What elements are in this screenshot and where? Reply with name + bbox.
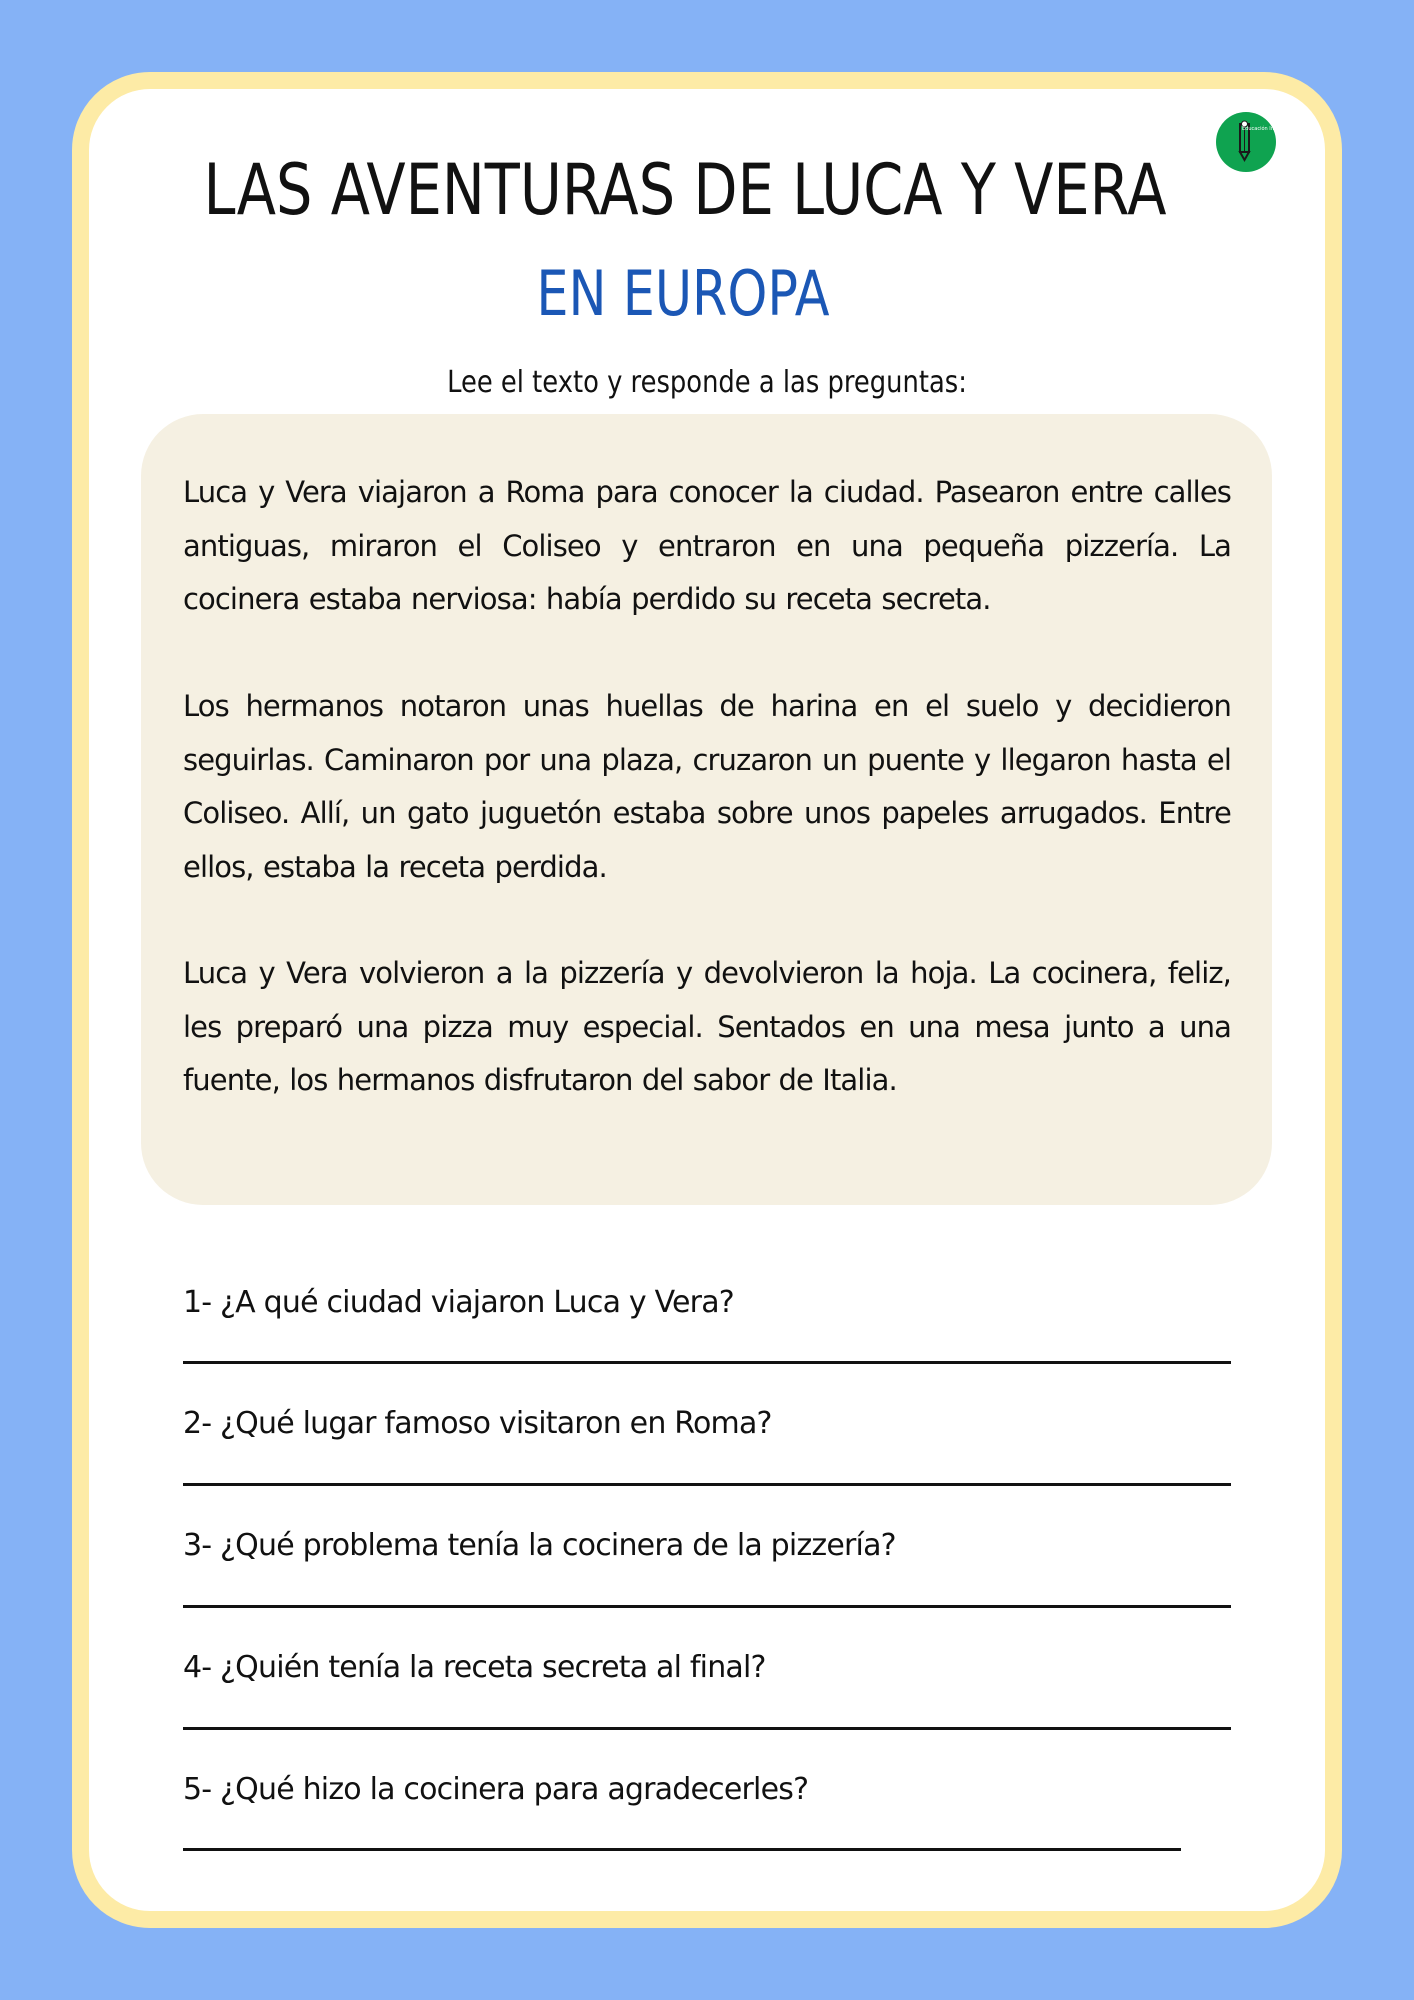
question-5: 5- ¿Qué hizo la cocinera para agradecerles? <box>183 1772 809 1807</box>
logo-text: Educación Infantil <box>1242 126 1287 132</box>
paragraph-1: Luca y Vera viajaron a Roma para conocer la ciudad. Pasearon entre calles antiguas, miraron el Coliseo y entraron en una pequeña pizzería. La cocinera estaba nerviosa: había perdido su receta secreta. <box>183 475 1231 616</box>
answer-line-5[interactable] <box>183 1848 1181 1851</box>
answer-line-1[interactable] <box>183 1361 1231 1364</box>
answer-line-2[interactable] <box>183 1483 1231 1486</box>
instruction-text: Lee el texto y responde a las preguntas: <box>447 365 967 400</box>
worksheet-subtitle: EN EUROPA <box>536 257 830 330</box>
question-4: 4- ¿Quién tenía la receta secreta al final? <box>183 1650 766 1685</box>
answer-line-3[interactable] <box>183 1605 1231 1608</box>
answer-line-4[interactable] <box>183 1727 1231 1730</box>
paragraph-3: Luca y Vera volvieron a la pizzería y devolvieron la hoja. La cocinera, feliz, les preparó una pizza muy especial. Sentados en una mesa junto a una fuente, los hermanos disfrutaron del sabor de Italia. <box>183 956 1231 1097</box>
worksheet-title: LAS AVENTURAS DE LUCA Y VERA <box>203 149 1167 231</box>
question-3: 3- ¿Qué problema tenía la cocinera de la pizzería? <box>183 1528 896 1563</box>
paragraph-2: Los hermanos notaron unas huellas de harina en el suelo y decidieron seguirlas. Caminaron por una plaza, cruzaron un puente y llegaron hasta el Coliseo. Allí, un gato juguetón estaba sobre unos papeles arrugados. Entre ellos, estaba la receta perdida. <box>183 689 1231 884</box>
question-2: 2- ¿Qué lugar famoso visitaron en Roma? <box>183 1406 772 1441</box>
question-1: 1- ¿A qué ciudad viajaron Luca y Vera? <box>183 1285 734 1320</box>
